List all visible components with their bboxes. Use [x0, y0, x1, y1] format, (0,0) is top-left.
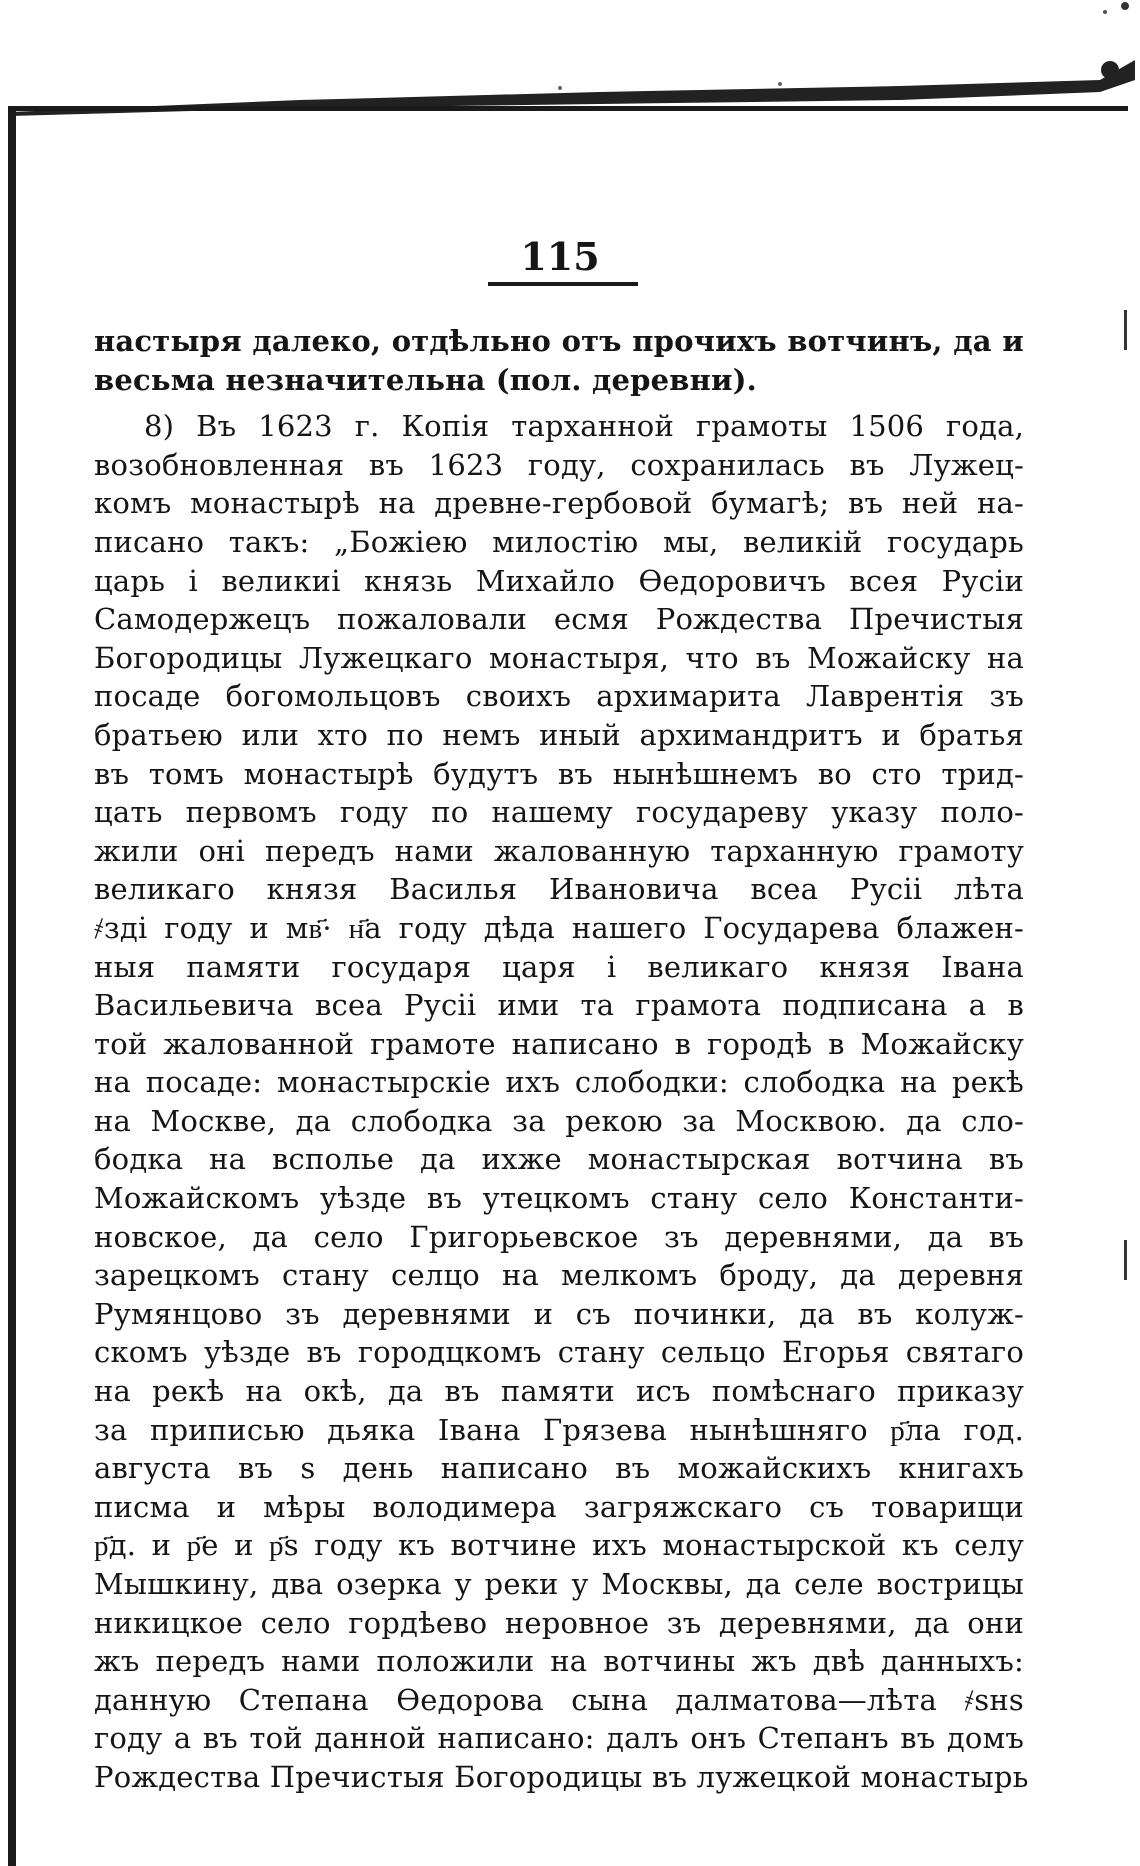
text-line: великаго князя Василья Ивановича всеа Русіі лѣта — [94, 872, 1024, 907]
text-line: бодка на вспольe да ихже монастырская вотчина въ — [94, 1142, 1024, 1177]
text-line: царь і великиі князь Михайло Ѳедоровичъ всея Русіи — [94, 563, 1024, 598]
text-line: той жалованной грамоте написано в городѣ в Можайску — [94, 1026, 1024, 1061]
text-line: весьма незначительна (пол. деревни). — [94, 362, 757, 397]
page-number-rule — [488, 282, 638, 286]
text-line: Богородицы Лужецкаго монастыря, что въ Можайску на — [94, 640, 1024, 675]
text-line: братьею или хто по немъ иный архимандритъ и братья — [94, 717, 1024, 752]
text-line: жъ передъ нами положили на вотчины жъ двѣ данныхъ: — [94, 1644, 1024, 1679]
page-frame-top — [8, 106, 1128, 111]
text-line: Самодержецъ пожаловали есмя Рождества Пречистыя — [94, 602, 1024, 637]
text-line: комъ монастырѣ на древне-гербовой бумагѣ; въ ней на- — [94, 486, 1024, 521]
text-line: писано такъ: „Божіею милостію мы, великій государь — [94, 524, 1024, 559]
text-line: на посаде: монастырскіе ихъ слободки: слободка на рекѣ — [94, 1065, 1024, 1100]
text-line: 8) Въ 1623 г. Копія тарханной грамоты 1506 года, — [144, 409, 1024, 444]
text-line: писма и мѣры володимера загряжскаго съ товарищи — [94, 1489, 1024, 1524]
text-line: Рождества Пречистыя Богородицы въ лужецкой монастырь — [94, 1759, 1029, 1794]
text-line: жили оні передъ нами жалованную тарханную грамоту — [94, 833, 1024, 868]
page-frame-left — [8, 108, 16, 1866]
text-line: на рекѣ на окѣ, да въ памяти исъ помѣснаго приказу — [94, 1374, 1024, 1409]
text-line: зарецкомъ стану селцо на мелкомъ броду, да деревня — [94, 1258, 1024, 1293]
text-line: августа въ ѕ день написано въ можайскихъ книгахъ — [94, 1451, 1024, 1486]
text-line: цать первомъ году по нашему государеву указу поло- — [94, 795, 1024, 830]
text-line: посаде богомольцовъ своихъ архимарита Лаврентія зъ — [94, 679, 1024, 714]
text-line: данную Степана Ѳедорова сына далматова—лѣта ҂ѕнѕ — [94, 1682, 1024, 1717]
scan-edge-artifact — [0, 0, 1140, 120]
body-text — [94, 322, 1029, 1797]
text-line: на Москве, да слободка за рекою за Москвою. да сло- — [94, 1103, 1024, 1138]
text-line: ҂зді году и мв҃· н҃а году дѣда нашего Государева блажен- — [94, 910, 1024, 945]
text-line: за приписью дьяка Івана Грязева нынѣшняго р҃ла год. — [94, 1412, 1024, 1447]
text-line: скомъ уѣзде въ городцкомъ стану сельцо Егорья святаго — [94, 1335, 1024, 1370]
page-number: 115 — [520, 234, 600, 279]
margin-mark — [1124, 310, 1127, 350]
text-line: возобновленная въ 1623 году, сохранилась въ Лужец- — [94, 447, 1024, 482]
text-line: году а въ той данной написано: далъ онъ Степанъ въ домъ — [94, 1721, 1024, 1756]
margin-mark — [1124, 1240, 1127, 1280]
text-line: ныя памяти государя царя і великаго князя Івана — [94, 949, 1024, 984]
text-line: Можайскомъ уѣзде въ утецкомъ стану село Константи- — [94, 1181, 1024, 1216]
text-line: въ томъ монастырѣ будутъ въ нынѣшнемъ во сто трид- — [94, 756, 1024, 791]
text-line: новское, да село Григорьевское зъ деревнями, да въ — [94, 1219, 1024, 1254]
text-line: Румянцово зъ деревнями и съ починки, да въ колуж- — [94, 1296, 1024, 1331]
text-line: настыря далеко, отдѣльно отъ прочихъ вотчинъ, да и — [94, 324, 1024, 358]
text-line: р҃д. и р҃е и р҃ѕ году къ вотчине ихъ монастырской къ селу — [94, 1528, 1024, 1563]
text-line: никицкое село гордѣево неровное зъ деревнями, да они — [94, 1605, 1024, 1640]
text-line: Мышкину, два озерка у реки у Москвы, да селе вострицы — [94, 1567, 1024, 1601]
text-line: Васильевича всеа Русіі ими та грамота подписана а в — [94, 988, 1024, 1023]
